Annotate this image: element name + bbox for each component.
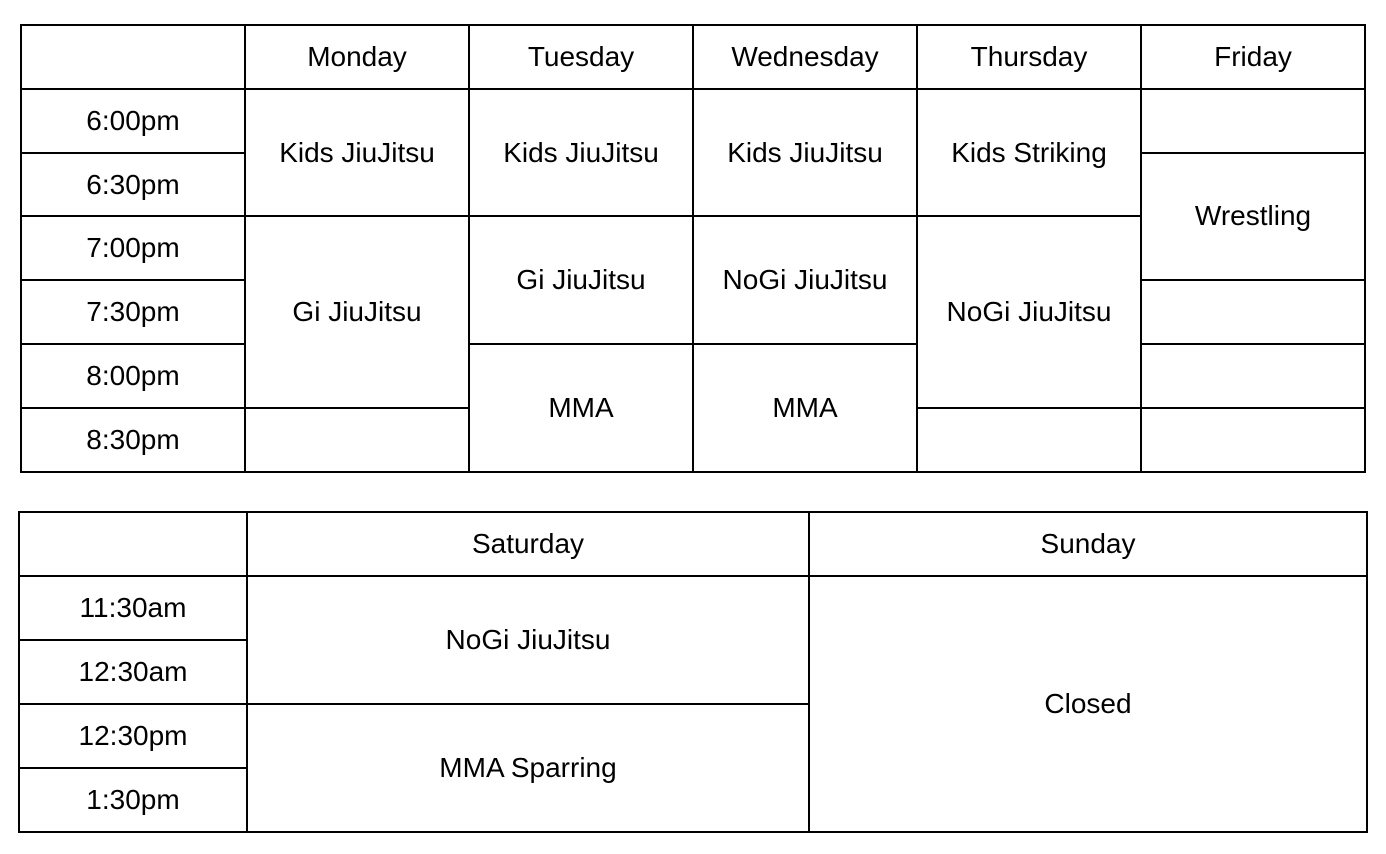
table-row xyxy=(19,576,1367,640)
corner-cell xyxy=(19,512,247,576)
day-header-sunday: Sunday xyxy=(809,512,1367,576)
corner-cell xyxy=(21,25,245,89)
class-cell-saturday-morning: NoGi JiuJitsu xyxy=(247,576,809,704)
time-label: 8:30pm xyxy=(21,408,245,472)
day-header-wednesday: Wednesday xyxy=(693,25,917,89)
time-label: 7:30pm xyxy=(21,280,245,344)
day-header-friday: Friday xyxy=(1141,25,1365,89)
class-cell-thursday-kids: Kids Striking xyxy=(917,89,1141,217)
day-header-monday: Monday xyxy=(245,25,469,89)
class-cell-tuesday-gi: Gi JiuJitsu xyxy=(469,216,693,344)
class-cell-thursday-late xyxy=(917,408,1141,472)
time-label: 1:30pm xyxy=(19,768,247,832)
class-cell-monday-gi: Gi JiuJitsu xyxy=(245,216,469,407)
table-header-row xyxy=(21,25,1365,89)
class-cell-tuesday-kids: Kids JiuJitsu xyxy=(469,89,693,217)
table-row xyxy=(21,344,1365,408)
time-label: 7:00pm xyxy=(21,216,245,280)
day-header-thursday: Thursday xyxy=(917,25,1141,89)
class-cell-thursday-nogi: NoGi JiuJitsu xyxy=(917,216,1141,407)
time-label: 6:30pm xyxy=(21,153,245,217)
weekend-schedule-table xyxy=(18,511,1368,833)
table-row xyxy=(21,89,1365,153)
time-label: 8:00pm xyxy=(21,344,245,408)
time-label: 6:00pm xyxy=(21,89,245,153)
class-cell-monday-late xyxy=(245,408,469,472)
class-cell-friday-830 xyxy=(1141,408,1365,472)
table-header-row xyxy=(19,512,1367,576)
day-header-saturday: Saturday xyxy=(247,512,809,576)
class-cell-sunday-closed: Closed xyxy=(809,576,1367,832)
class-cell-friday-wrestling: Wrestling xyxy=(1141,153,1365,281)
class-cell-wednesday-mma: MMA xyxy=(693,344,917,472)
day-header-tuesday: Tuesday xyxy=(469,25,693,89)
class-cell-friday-early xyxy=(1141,89,1365,153)
class-cell-saturday-afternoon: MMA Sparring xyxy=(247,704,809,832)
class-cell-wednesday-kids: Kids JiuJitsu xyxy=(693,89,917,217)
time-label: 12:30am xyxy=(19,640,247,704)
class-cell-friday-800 xyxy=(1141,344,1365,408)
class-cell-wednesday-nogi: NoGi JiuJitsu xyxy=(693,216,917,344)
weekday-schedule-table xyxy=(20,24,1366,473)
class-cell-tuesday-mma: MMA xyxy=(469,344,693,472)
class-cell-monday-kids: Kids JiuJitsu xyxy=(245,89,469,217)
time-label: 12:30pm xyxy=(19,704,247,768)
class-cell-friday-730 xyxy=(1141,280,1365,344)
time-label: 11:30am xyxy=(19,576,247,640)
